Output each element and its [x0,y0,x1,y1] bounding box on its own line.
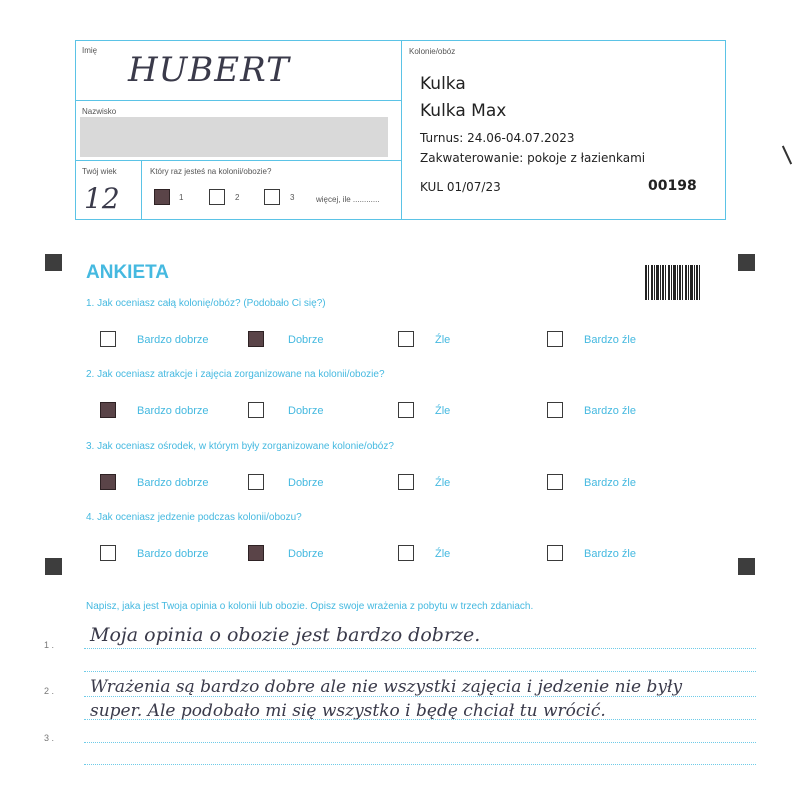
q1-option-label: Źle [435,334,451,346]
q2-option-bardzo-dobrze-checkbox[interactable] [100,402,116,418]
q2-option-zle-checkbox[interactable] [398,402,414,418]
q2-option-label: Dobrze [288,405,324,417]
registration-mark [738,558,755,575]
writing-line [84,696,756,697]
barcode [645,265,700,300]
q1-option-dobrze-checkbox[interactable] [248,331,264,347]
header-divider [401,40,402,220]
times-option-2: 2 [235,193,240,202]
writing-line [84,719,756,720]
name-label: Imię [82,46,98,55]
question-2: 2. Jak oceniasz atrakcje i zajęcia zorganizowane na kolonii/obozie? [86,369,385,380]
registration-mark [45,558,62,575]
name-value[interactable]: HUBERT [128,50,290,90]
q3-option-bardzo-zle-checkbox[interactable] [547,474,563,490]
q4-option-label: Źle [435,548,451,560]
times-checkbox-3[interactable] [264,189,280,205]
q1-option-zle-checkbox[interactable] [398,331,414,347]
q4-option-label: Bardzo dobrze [137,548,209,560]
q3-option-label: Bardzo dobrze [137,477,209,489]
times-checkbox-2[interactable] [209,189,225,205]
times-checkbox-1[interactable] [154,189,170,205]
writing-line [84,671,756,672]
q2-option-label: Źle [435,405,451,417]
q1-option-bardzo-dobrze-checkbox[interactable] [100,331,116,347]
camp-label: Kolonie/obóz [409,47,456,56]
opinion-line-3[interactable]: super. Ale podobało mi się wszystko i będę chciał tu wrócić. [90,701,606,721]
header-row-divider [75,100,402,101]
times-more: więcej, ile ............ [316,195,380,204]
surname-label: Nazwisko [82,107,117,116]
registration-mark [45,254,62,271]
age-value[interactable]: 12 [84,182,120,215]
opinion-prompt: Napisz, jaka jest Twoja opinia o kolonii lub obozie. Opisz swoje wrażenia z pobytu w trzech zdaniach. [86,601,534,612]
q4-option-dobrze-checkbox[interactable] [248,545,264,561]
q3-option-bardzo-dobrze-checkbox[interactable] [100,474,116,490]
q3-option-dobrze-checkbox[interactable] [248,474,264,490]
q1-option-bardzo-zle-checkbox[interactable] [547,331,563,347]
line-number: 1 . [44,640,55,650]
question-1: 1. Jak oceniasz całą kolonię/obóz? (Podobało Ci się?) [86,298,326,309]
line-number: 2 . [44,686,55,696]
stray-pen-mark [782,146,792,165]
q2-option-label: Bardzo źle [584,405,636,417]
registration-mark [738,254,755,271]
age-divider [141,160,142,220]
turnus: Turnus: 24.06-04.07.2023 [420,131,575,145]
q4-option-label: Bardzo źle [584,548,636,560]
q2-option-dobrze-checkbox[interactable] [248,402,264,418]
age-label: Twój wiek [82,167,117,176]
q4-option-bardzo-dobrze-checkbox[interactable] [100,545,116,561]
q1-option-label: Bardzo dobrze [137,334,209,346]
question-4: 4. Jak oceniasz jedzenie podczas kolonii/obozu? [86,512,302,523]
opinion-line-1[interactable]: Moja opinia o obozie jest bardzo dobrze. [90,624,481,646]
q3-option-label: Bardzo źle [584,477,636,489]
writing-line [84,764,756,765]
q4-option-zle-checkbox[interactable] [398,545,414,561]
q1-option-label: Dobrze [288,334,324,346]
times-label: Który raz jesteś na kolonii/obozie? [150,167,272,176]
q4-option-bardzo-zle-checkbox[interactable] [547,545,563,561]
times-option-1: 1 [179,193,184,202]
q3-option-zle-checkbox[interactable] [398,474,414,490]
q2-option-bardzo-zle-checkbox[interactable] [547,402,563,418]
q2-option-label: Bardzo dobrze [137,405,209,417]
camp-name: Kulka [420,74,466,94]
header-row-divider [75,160,402,161]
writing-line [84,742,756,743]
surname-redaction [80,117,388,157]
q4-option-label: Dobrze [288,548,324,560]
q1-option-label: Bardzo źle [584,334,636,346]
camp-code: KUL 01/07/23 [420,180,501,194]
survey-title: ANKIETA [86,262,170,283]
q3-option-label: Dobrze [288,477,324,489]
opinion-line-2[interactable]: Wrażenia są bardzo dobre ale nie wszystki zajęcia i jedzenie nie były [90,677,683,697]
form-number: 00198 [648,178,697,194]
camp-subname: Kulka Max [420,101,507,121]
line-number: 3 . [44,733,55,743]
writing-line [84,648,756,649]
question-3: 3. Jak oceniasz ośrodek, w którym były zorganizowane kolonie/obóz? [86,441,394,452]
q3-option-label: Źle [435,477,451,489]
accommodation: Zakwaterowanie: pokoje z łazienkami [420,151,646,165]
times-option-3: 3 [290,193,295,202]
